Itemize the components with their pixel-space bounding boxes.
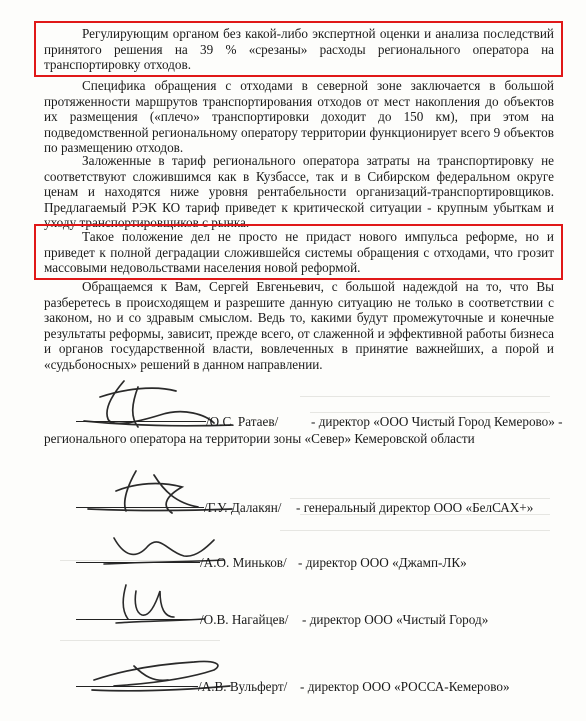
signer-role: - директор «ООО Чистый Город Кемерово» - [311,414,563,430]
signature-line [76,507,204,508]
signature-block-rataev [44,395,574,446]
signature-block-nagaitsev [44,593,574,633]
signature-line [76,562,200,563]
paragraph-northern-zone: Специфика обращения с отходами в северной зоне заключается в большой протяженности маршрутов транспортирования отходов от мест накопления до объектов их размещения («плечо» транспортировки доходит до 150 км), при этом на подведомственной региональному оператору территории функционирует всего 9 объектов по размещению отходов. [44,78,554,156]
signer-name: /О.С. Ратаев/ [206,414,279,430]
signature-block-minkov [44,536,574,576]
signer-name: /О.В. Нагайцев/ [200,612,289,628]
highlight-box-budget-cut [34,21,563,77]
signer-name: /Г.У. Далакян/ [204,500,282,516]
signature-block-dalakyan [44,481,574,521]
signer-name: /А.О. Миньков/ [200,555,287,571]
paragraph-budget-cut: Регулирующим органом без какой-либо экспертной оценки и анализа последствий принятого решения на 39 % «срезаны» расходы регионального оператора на транспортировку отходов. [44,26,554,73]
paragraph-appeal: Обращаемся к Вам, Сергей Евгеньевич, с большой надеждой на то, что Вы разберетесь в происходящем и разрешите данную ситуацию не только в соответствии с законом, но и со здравым смыслом. Ведь то, какими будут промежуточные и конечные результаты реформы, зависит, прежде всего, от слаженной и эффективной работы бизнеса и органов государственной власти, вовлеченных в принятие важнейших, а порой и «судьбоносных» решений в данном направлении. [44,279,554,372]
signature-line [76,619,200,620]
signer-role: - директор ООО «Джамп-ЛК» [298,555,467,571]
paragraph-tariff-costs: Заложенные в тариф регионального оператора затраты на транспортировку не соответствуют сложившимся как в Кузбассе, так и в Сибирском федеральном округе ценам и находятся ниже уровня рентабельности организаций-транспортировщиков. Предлагаемый РЭК КО тариф приведет к критической ситуации - крупным убыткам и уходу транспортировщиков с рынка. [44,153,554,231]
paragraph-degradation: Такое положение дел не просто не придаст нового импульса реформе, но и приведет к полной деградации сложившейся системы обращения с отходами, что грозит массовыми недовольствами населения новой реформой. [44,229,554,276]
signer-role-continuation: регионального оператора на территории зоны «Север» Кемеровской области [44,431,475,446]
signature-line [76,421,206,422]
signer-role: - генеральный директор ООО «БелСАХ+» [296,500,534,516]
signature-line [76,686,198,687]
signature-block-vulfert [44,660,574,700]
signer-role: - директор ООО «Чистый Город» [302,612,489,628]
highlight-box-degradation [34,224,563,280]
signer-role: - директор ООО «РОССА-Кемерово» [300,679,510,695]
signer-name: /А.В. Вульферт/ [198,679,288,695]
